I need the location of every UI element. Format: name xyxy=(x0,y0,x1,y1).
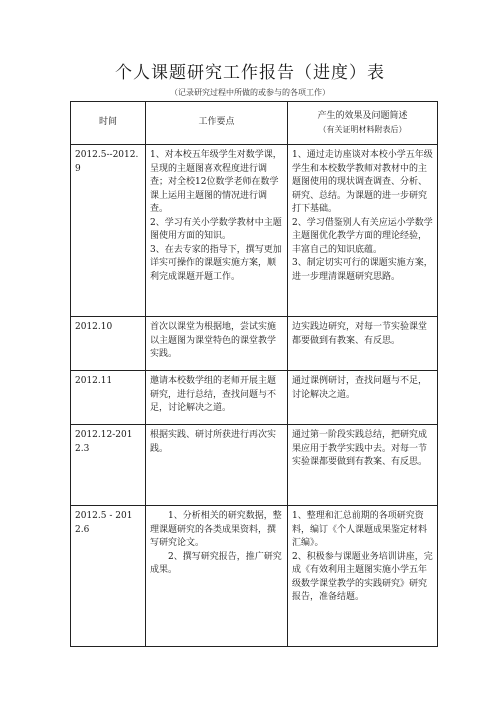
effect-item: 边实践边研究，对每一节实验课堂都要做到有教案、有反思。 xyxy=(292,322,428,346)
table-row xyxy=(71,371,438,425)
header-effect-title: 产生的效果及问题简述 xyxy=(317,110,408,121)
effect-item: 2、积极参与课题业务培训讲座，完成《有效利用主题图实施小学五年级数学课堂教学的实践研究》研究报告，准备结题。 xyxy=(292,551,433,602)
row-time: 2012.10 xyxy=(71,317,146,371)
header-effect-note: （有关证明材料附表后） xyxy=(318,125,407,134)
row-effect xyxy=(288,425,438,506)
row-effect xyxy=(288,506,438,647)
table-row xyxy=(71,317,438,371)
point-item: 3、在去专家的指导下，撰写更加详实可操作的课题实施方案，顺利完成课题开题工作。 xyxy=(150,244,282,282)
row-time: 2012.5--2012.9 xyxy=(71,145,146,317)
page-subtitle: （记录研究过程中所做的或参与的各项工作） xyxy=(170,88,330,97)
row-effect xyxy=(288,371,438,425)
effect-item: 1、通过走访座谈对本校小学五年级学生和本校数学教师对教材中的主题图使用的现状调查调查、分析、研究、总结。为课题的进一步研究打下基础。 xyxy=(292,150,433,214)
point-item: 1、对本校五年级学生对数学课，呈现的主题图喜欢程度进行调查；对全校12位数学老师在数学课上运用主题图的情况进行调查。 xyxy=(150,150,282,214)
table-row xyxy=(71,506,438,647)
effect-item: 1、整理和汇总前期的各项研究资料，编订《个人课题成果鉴定材料汇编》。 xyxy=(292,511,428,548)
header-row xyxy=(71,102,438,145)
row-points xyxy=(146,506,288,647)
effect-item: 通过课例研讨，查找问题与不足，讨论解决之道。 xyxy=(292,376,428,400)
effect-item: 3、制定切实可行的课题实施方案，进一步理清课题研究思路。 xyxy=(292,258,433,282)
row-time: 2012.11 xyxy=(71,371,146,425)
row-effect xyxy=(288,317,438,371)
row-points xyxy=(146,425,288,506)
effect-item: 2、学习借鉴别人有关应运小学数学主题图优化教学方面的理论经验，丰富自己的知识底蕴。 xyxy=(292,217,433,255)
row-effect xyxy=(288,145,438,317)
point-item: 首次以课堂为根据地，尝试实施以主题图为课堂特色的课堂教学实践。 xyxy=(150,322,277,359)
table-row xyxy=(71,145,438,317)
effect-item: 通过第一阶段实践总结，把研究成果应用于教学实践中去。对每一节实验课都要做到有教案、有反思。 xyxy=(292,430,428,467)
row-points xyxy=(146,371,288,425)
header-effect xyxy=(288,102,438,145)
point-item: 根据实践、研讨所获进行再次实践。 xyxy=(150,430,277,454)
progress-report-table xyxy=(70,101,438,647)
row-points xyxy=(146,317,288,371)
point-item: 1、分析相关的研究数据，整理课题研究的各类成果资料，撰写研究论文。 xyxy=(150,511,282,548)
header-time: 时间 xyxy=(71,102,146,145)
row-time: 2012.12-2012.3 xyxy=(71,425,146,506)
row-time: 2012.5 - 2012.6 xyxy=(71,506,146,647)
page-title: 个人课题研究工作报告（进度）表 xyxy=(115,63,385,83)
header-points: 工作要点 xyxy=(146,102,288,145)
row-points xyxy=(146,145,288,317)
point-item: 邀请本校数学组的老师开展主题研究，进行总结，查找问题与不足，讨论解决之道。 xyxy=(150,376,277,413)
table-row xyxy=(71,425,438,506)
point-item: 2、撰写研究报告，推广研究成果。 xyxy=(150,551,282,575)
point-item: 2、学习有关小学数学教材中主题图使用方面的知识。 xyxy=(150,217,282,241)
